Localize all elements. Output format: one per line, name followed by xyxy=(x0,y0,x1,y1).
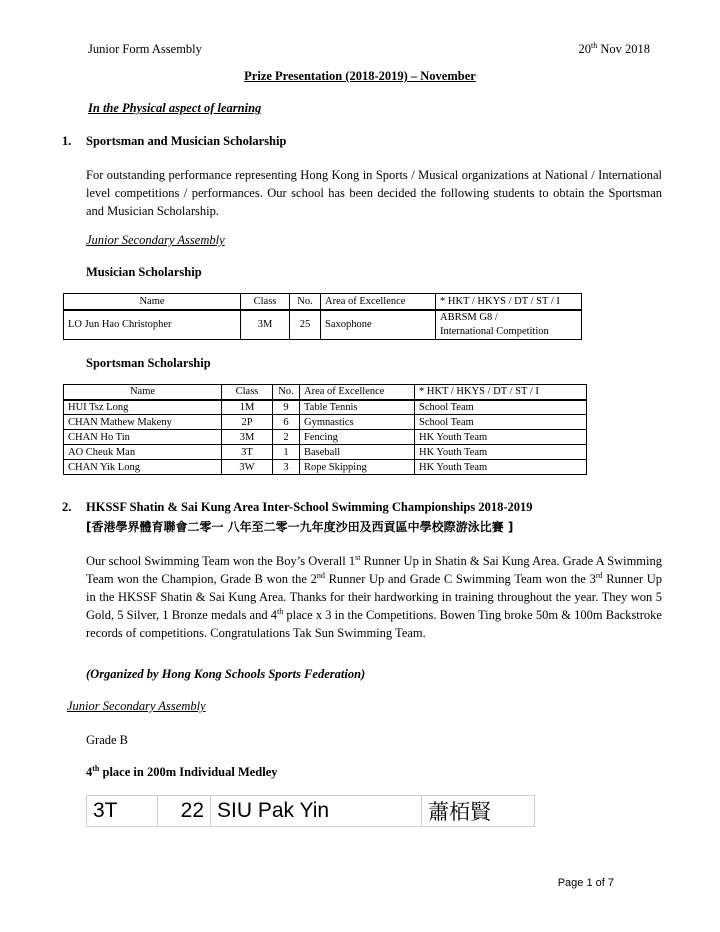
cell-name: CHAN Yik Long xyxy=(64,460,222,475)
grade-label: Grade B xyxy=(86,733,128,747)
winner-name: SIU Pak Yin xyxy=(211,796,422,827)
section2-paragraph: Our school Swimming Team won the Boy’s Overall 1st Runner Up in Shatin & Sai Kung Area. Grade A Swimming Team won the Champion, Grade B won the 2nd Runner Up and Grade C Swimming Team won the 3rd Runner Up in the HKSSF Shatin & Sai Kung Area. Thanks for their hardworking in training throughout the year. They won 5 Gold, 5 Silver, 1 Bronze medals and 4th place x 3 in the Competitions. Bowen Ting broke 50m & 100m Backstroke records of competitions. Congratulations Tak Sun Swimming Team. xyxy=(86,552,662,640)
col-header: * HKT / HKYS / DT / ST / I xyxy=(415,385,587,400)
cell-level: School Team xyxy=(415,400,587,415)
cell-class: 1M xyxy=(222,400,273,415)
cell-class: 3M xyxy=(222,430,273,445)
cell-level: HK Youth Team xyxy=(415,430,587,445)
cell-area: Baseball xyxy=(300,445,415,460)
sportsman-heading: Sportsman Scholarship xyxy=(86,356,211,370)
section2-title-chinese: [香港學界體育聯會二零一 八年至二零一九年度沙田及西貢區中學校際游泳比賽 ] xyxy=(86,520,514,534)
cell-level: School Team xyxy=(415,415,587,430)
col-header: Class xyxy=(222,385,273,400)
cell-class: 3T xyxy=(222,445,273,460)
cell-name: AO Cheuk Man xyxy=(64,445,222,460)
cell-level: ABRSM G8 / International Competition xyxy=(436,310,582,340)
cell-class: 3M xyxy=(241,310,290,340)
header-left: Junior Form Assembly xyxy=(88,42,202,56)
cell-class: 3W xyxy=(222,460,273,475)
table-row xyxy=(64,415,587,430)
section1-number: 1. xyxy=(62,134,72,148)
winner-table xyxy=(86,795,535,827)
cell-no: 2 xyxy=(273,430,300,445)
table-row xyxy=(64,430,587,445)
cell-level: HK Youth Team xyxy=(415,445,587,460)
col-header: Name xyxy=(64,294,241,310)
page-number: Page 1 of 7 xyxy=(557,877,614,889)
section1-assembly: Junior Secondary Assembly xyxy=(86,233,225,247)
cell-level: HK Youth Team xyxy=(415,460,587,475)
organizer-note: (Organized by Hong Kong Schools Sports Federation) xyxy=(86,667,366,681)
table-row xyxy=(87,796,535,827)
page-title: Prize Presentation (2018-2019) – November xyxy=(244,69,476,83)
table-row xyxy=(64,310,582,340)
winner-class: 3T xyxy=(87,796,158,827)
cell-name: CHAN Ho Tin xyxy=(64,430,222,445)
col-header: Class xyxy=(241,294,290,310)
col-header: * HKT / HKYS / DT / ST / I xyxy=(436,294,582,310)
col-header: Area of Excellence xyxy=(300,385,415,400)
col-header: Name xyxy=(64,385,222,400)
cell-no: 9 xyxy=(273,400,300,415)
award-heading: 4th place in 200m Individual Medley xyxy=(86,763,278,779)
col-header: Area of Excellence xyxy=(321,294,436,310)
musician-heading: Musician Scholarship xyxy=(86,265,202,279)
table-row xyxy=(64,445,587,460)
section1-title: Sportsman and Musician Scholarship xyxy=(86,134,287,148)
cell-no: 6 xyxy=(273,415,300,430)
winner-chinese-name: 蕭栢賢 xyxy=(422,796,535,827)
cell-area: Table Tennis xyxy=(300,400,415,415)
section2-number: 2. xyxy=(62,500,72,514)
aspect-heading: In the Physical aspect of learning xyxy=(88,101,262,115)
cell-area: Fencing xyxy=(300,430,415,445)
cell-no: 3 xyxy=(273,460,300,475)
table-row xyxy=(64,460,587,475)
cell-class: 2P xyxy=(222,415,273,430)
cell-name: HUI Tsz Long xyxy=(64,400,222,415)
header-date: 20th Nov 2018 xyxy=(578,40,650,56)
section2-title: HKSSF Shatin & Sai Kung Area Inter-School Swimming Championships 2018-2019 xyxy=(86,500,533,514)
cell-name: CHAN Mathew Makeny xyxy=(64,415,222,430)
col-header: No. xyxy=(273,385,300,400)
cell-area: Saxophone xyxy=(321,310,436,340)
cell-no: 1 xyxy=(273,445,300,460)
cell-area: Rope Skipping xyxy=(300,460,415,475)
sportsman-table xyxy=(63,384,587,475)
section2-assembly: Junior Secondary Assembly xyxy=(67,699,206,713)
section1-paragraph: For outstanding performance representing Hong Kong in Sports / Musical organizations at National / International level competitions / performances. Our school has been decided the following students to obtain the Sportsman and Musician Scholarship. xyxy=(86,168,662,218)
cell-no: 25 xyxy=(290,310,321,340)
musician-table xyxy=(63,293,582,340)
winner-no: 22 xyxy=(158,796,211,827)
cell-area: Gymnastics xyxy=(300,415,415,430)
cell-name: LO Jun Hao Christopher xyxy=(64,310,241,340)
col-header: No. xyxy=(290,294,321,310)
table-row xyxy=(64,400,587,415)
